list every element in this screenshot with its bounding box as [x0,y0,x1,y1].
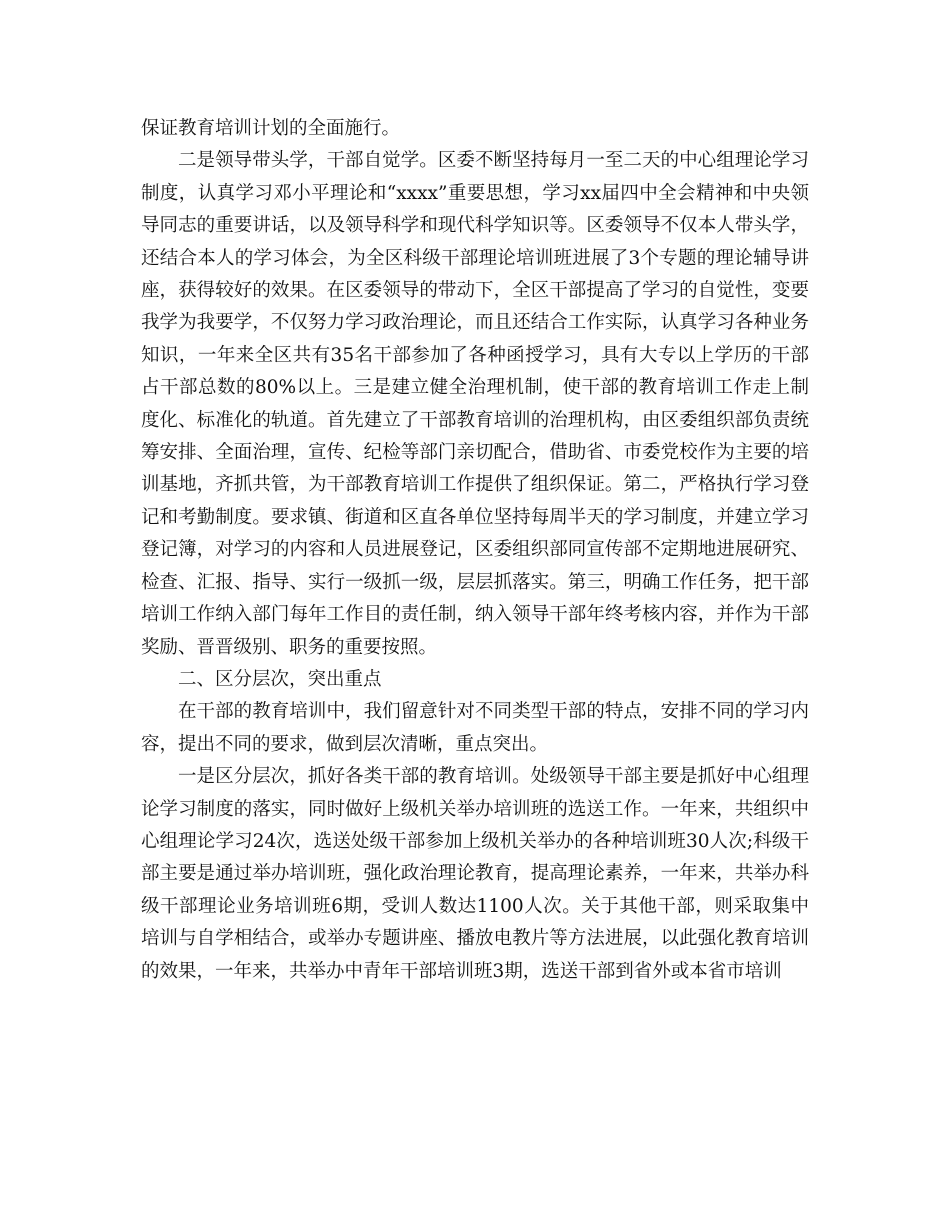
section-heading-levels: 二、区分层次，突出重点 [178,668,382,690]
paragraph-level-training: 一是区分层次，抓好各类干部的教育培训。处级领导干部主要是抓好中心组理论学习制度的落实，同时做好上级机关举办培训班的选送工作。一年来，共组织中心组理论学习24次，选送处级干部参加上级机关举办的各种培训班30人次;科级干部主要是通过举办培训班，强化政治理论教育，提高理论素养，一年来，共举办科级干部理论业务培训班6期，受训人数达1100人次。关于其他干部，则采取集中培训与自学相结合，或举办专题讲座、播放电教片等方法进展，以此强化教育培训的效果，一年来，共举办中青年干部培训班3期，选送干部到省外或本省市培训 [141,766,809,982]
paragraph-targeted-training: 在干部的教育培训中，我们留意针对不同类型干部的特点，安排不同的学习内容，提出不同的要求，做到层次清晰，重点突出。 [141,701,809,755]
document-page [141,113,809,988]
paragraph-continuation: 保证教育培训计划的全面施行。 [141,118,401,139]
paragraph-leadership-study: 二是领导带头学，干部自觉学。区委不断坚持每月一至二天的中心组理论学习制度，认真学习邓小平理论和“xxxx”重要思想，学习xx届四中全会精神和中央领导同志的重要讲话，以及领导科学和现代科学知识等。区委领导不仅本人带头学，还结合本人的学习体会，为全区科级干部理论培训班进展了3个专题的理论辅导讲座，获得较好的效果。在区委领导的带动下，全区干部提高了学习的自觉性，变要我学为我要学，不仅努力学习政治理论，而且还结合工作实际，认真学习各种业务知识，一年来全区共有35名干部参加了各种函授学习，具有大专以上学历的干部占干部总数的80%以上。三是建立健全治理机制，使干部的教育培训工作走上制度化、标准化的轨道。首先建立了干部教育培训的治理机构，由区委组织部负责统筹安排、全面治理，宣传、纪检等部门亲切配合，借助省、市委党校作为主要的培训基地，齐抓共管，为干部教育培训工作提供了组织保证。第二，严格执行学习登记和考勤制度。要求镇、街道和区直各单位坚持每周半天的学习制度，并建立学习登记簿，对学习的内容和人员进展登记，区委组织部同宣传部不定期地进展研究、检查、汇报、指导、实行一级抓一级，层层抓落实。第三，明确工作任务，把干部培训工作纳入部门每年工作目的责任制，纳入领导干部年终考核内容，并作为干部奖励、晋晋级别、职务的重要按照。 [141,150,809,658]
